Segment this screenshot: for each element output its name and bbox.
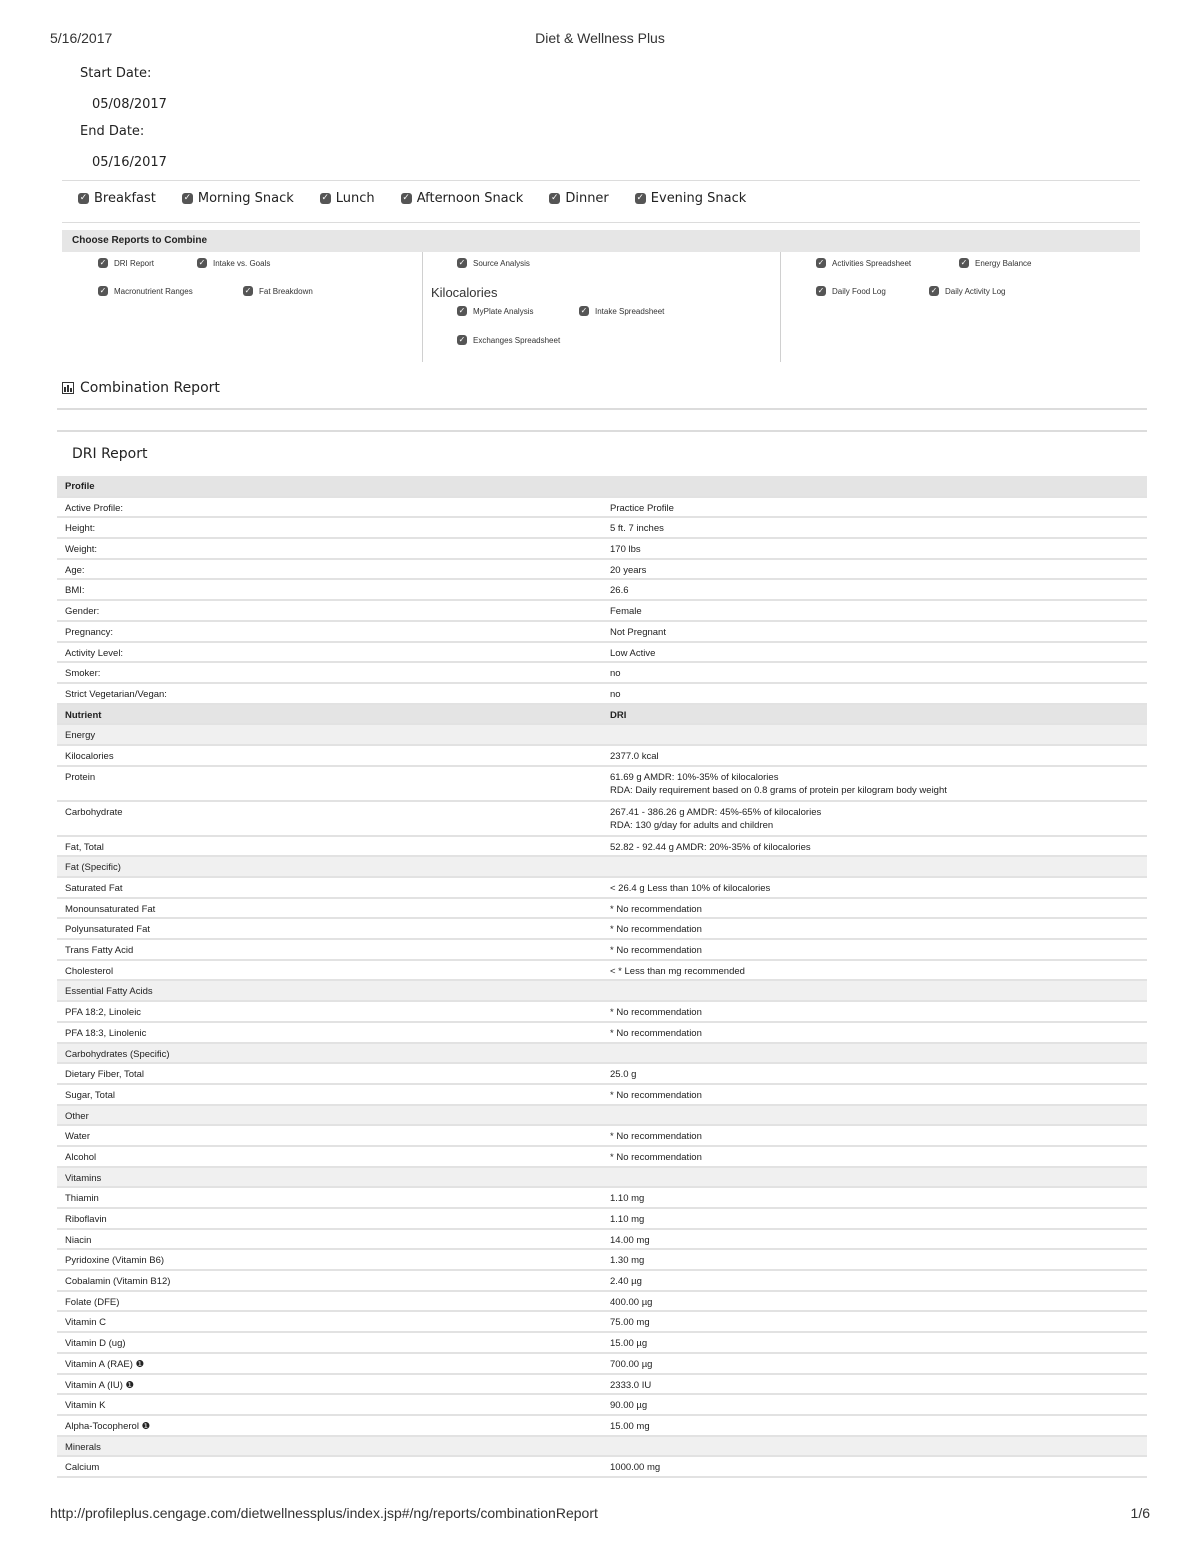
checkbox-checked-icon: ✓: [79, 192, 88, 203]
row-value: * No recommendation: [602, 1125, 1147, 1146]
bar-chart-icon: [62, 382, 74, 394]
checkbox-checked-icon: ✓: [99, 286, 107, 295]
row-value: 26.6: [602, 579, 1147, 600]
row-value: * No recommendation: [602, 1001, 1147, 1022]
table-row: [57, 1353, 1147, 1374]
table-row: [57, 642, 1147, 663]
table-row: [57, 579, 1147, 600]
checkbox-checked-icon: ✓: [321, 192, 330, 203]
row-value: DRI: [602, 704, 1147, 725]
report-option[interactable]: ✓ Intake Spreadsheet: [580, 306, 665, 316]
row-label: Vitamins: [57, 1167, 602, 1188]
table-row: [57, 476, 1147, 497]
meal-label: Breakfast: [94, 190, 156, 206]
row-label: PFA 18:3, Linolenic: [57, 1022, 602, 1043]
row-value: 20 years: [602, 559, 1147, 580]
row-label: Pyridoxine (Vitamin B6): [57, 1249, 602, 1270]
row-value: < * Less than mg recommended: [602, 960, 1147, 981]
print-date: 5/16/2017: [50, 30, 113, 46]
row-value: 5 ft. 7 inches: [602, 517, 1147, 538]
row-label: Protein: [57, 766, 602, 801]
table-row: [57, 766, 1147, 801]
table-row: [57, 1043, 1147, 1064]
row-label: Activity Level:: [57, 642, 602, 663]
row-value: Female: [602, 600, 1147, 621]
row-label: Vitamin C: [57, 1311, 602, 1332]
checkbox-checked-icon: ✓: [183, 192, 192, 203]
row-label: Kilocalories: [57, 745, 602, 766]
row-label: Energy: [57, 724, 602, 745]
table-row: [57, 662, 1147, 683]
row-value: [602, 1167, 1147, 1188]
table-row: [57, 939, 1147, 960]
table-row: [57, 980, 1147, 1001]
row-label: Fat (Specific): [57, 856, 602, 877]
row-label: Niacin: [57, 1229, 602, 1250]
row-value: 1.10 mg: [602, 1187, 1147, 1208]
table-row: [57, 1415, 1147, 1436]
start-date-field[interactable]: 05/08/2017: [92, 97, 167, 112]
row-value: * No recommendation: [602, 898, 1147, 919]
row-label: Carbohydrates (Specific): [57, 1043, 602, 1064]
table-row: [57, 1436, 1147, 1457]
divider: [57, 408, 1147, 410]
row-label: Calcium: [57, 1456, 602, 1477]
dri-table: [57, 476, 1147, 1478]
page-header: [50, 30, 1150, 50]
row-label: Smoker:: [57, 662, 602, 683]
table-row: [57, 1001, 1147, 1022]
checkbox-checked-icon: ✓: [960, 258, 968, 267]
table-row: [57, 1125, 1147, 1146]
row-label: Vitamin D (ug): [57, 1332, 602, 1353]
checkbox-checked-icon: ✓: [817, 286, 825, 295]
value-line: 267.41 - 386.26 g AMDR: 45%-65% of kilocalories: [610, 806, 822, 818]
report-option[interactable]: ✓ Daily Activity Log: [930, 286, 1006, 296]
table-row: [57, 600, 1147, 621]
choose-reports-heading: Choose Reports to Combine: [62, 230, 1140, 252]
row-value: [602, 1436, 1147, 1457]
row-label: Strict Vegetarian/Vegan:: [57, 683, 602, 704]
table-row: [57, 1208, 1147, 1229]
row-label: Vitamin A (RAE) ❶: [57, 1353, 602, 1374]
report-option[interactable]: ✓ Daily Food Log: [817, 286, 886, 296]
row-value: [602, 856, 1147, 877]
table-row: [57, 538, 1147, 559]
divider: [57, 430, 1147, 432]
row-label: Trans Fatty Acid: [57, 939, 602, 960]
row-value: Practice Profile: [602, 497, 1147, 518]
meal-label: Afternoon Snack: [416, 190, 524, 206]
row-value: 1.10 mg: [602, 1208, 1147, 1229]
checkbox-checked-icon: ✓: [458, 335, 466, 344]
row-label: Gender:: [57, 600, 602, 621]
table-row: [57, 621, 1147, 642]
table-row: [57, 704, 1147, 725]
report-option[interactable]: ✓ MyPlate Analysis: [458, 306, 534, 316]
meal-checkbox[interactable]: [78, 188, 156, 208]
row-label: Monounsaturated Fat: [57, 898, 602, 919]
meal-checkbox[interactable]: [401, 188, 524, 208]
checkbox-checked-icon: ✓: [198, 258, 206, 267]
row-label: Vitamin A (IU) ❶: [57, 1374, 602, 1395]
checkbox-checked-icon: ✓: [244, 286, 252, 295]
row-value: 1000.00 mg: [602, 1456, 1147, 1477]
report-option[interactable]: ✓ Intake vs. Goals: [198, 258, 271, 268]
row-value: 1.30 mg: [602, 1249, 1147, 1270]
table-row: [57, 1456, 1147, 1477]
table-row: [57, 724, 1147, 745]
report-option[interactable]: ✓ Energy Balance: [960, 258, 1032, 268]
row-label: PFA 18:2, Linoleic: [57, 1001, 602, 1022]
table-row: [57, 877, 1147, 898]
table-row: [57, 836, 1147, 857]
row-value: Not Pregnant: [602, 621, 1147, 642]
row-value: Low Active: [602, 642, 1147, 663]
table-row: [57, 517, 1147, 538]
value-line: RDA: 130 g/day for adults and children: [610, 819, 774, 831]
row-value: no: [602, 662, 1147, 683]
report-option[interactable]: ✓ Activities Spreadsheet: [817, 258, 912, 268]
value-line: 61.69 g AMDR: 10%-35% of kilocalories: [610, 771, 779, 783]
table-row: [57, 1394, 1147, 1415]
meal-label: Evening Snack: [650, 190, 747, 206]
row-label: Riboflavin: [57, 1208, 602, 1229]
table-row: [57, 1374, 1147, 1395]
checkbox-checked-icon: ✓: [551, 192, 559, 203]
row-label: Carbohydrate: [57, 801, 602, 836]
table-row: [57, 918, 1147, 939]
table-row: [57, 898, 1147, 919]
table-row: [57, 745, 1147, 766]
report-option[interactable]: ✓ Fat Breakdown: [244, 286, 313, 296]
checkbox-checked-icon: ✓: [817, 258, 825, 267]
row-label: Sugar, Total: [57, 1084, 602, 1105]
table-row: [57, 856, 1147, 877]
row-value: * No recommendation: [602, 1084, 1147, 1105]
row-label: Alcohol: [57, 1146, 602, 1167]
row-value: * No recommendation: [602, 918, 1147, 939]
meal-checkbox[interactable]: [320, 188, 375, 208]
row-label: Cholesterol: [57, 960, 602, 981]
row-value: * No recommendation: [602, 1022, 1147, 1043]
row-label: Essential Fatty Acids: [57, 980, 602, 1001]
kilocalories-label: Kilocalories: [431, 285, 498, 300]
checkbox-checked-icon: ✓: [99, 258, 107, 267]
report-option[interactable]: ✓ Macronutrient Ranges: [99, 286, 193, 296]
table-row: [57, 1022, 1147, 1043]
row-value: 25.0 g: [602, 1063, 1147, 1084]
page-footer: [50, 1505, 1150, 1525]
row-value: [602, 724, 1147, 745]
combination-report-title: Combination Report: [80, 380, 220, 396]
row-label: Polyunsaturated Fat: [57, 918, 602, 939]
row-label: Pregnancy:: [57, 621, 602, 642]
checkbox-checked-icon: ✓: [636, 192, 645, 203]
report-option[interactable]: ✓ Source Analysis: [458, 258, 530, 268]
row-label: Minerals: [57, 1436, 602, 1457]
meal-label: Morning Snack: [197, 190, 294, 206]
row-value: 170 lbs: [602, 538, 1147, 559]
row-label: Cobalamin (Vitamin B12): [57, 1270, 602, 1291]
table-row: [57, 497, 1147, 518]
start-date-label: Start Date:: [80, 66, 152, 81]
row-label: Dietary Fiber, Total: [57, 1063, 602, 1084]
row-value: 52.82 - 92.44 g AMDR: 20%-35% of kilocalories: [602, 836, 1147, 857]
row-label: BMI:: [57, 579, 602, 600]
row-label: Other: [57, 1105, 602, 1126]
table-row: [57, 1249, 1147, 1270]
row-value: 15.00 µg: [602, 1332, 1147, 1353]
report-option[interactable]: ✓ DRI Report: [99, 258, 155, 268]
row-value: [602, 1105, 1147, 1126]
meal-checkbox[interactable]: [549, 188, 608, 208]
value-line: RDA: Daily requirement based on 0.8 grams of protein per kilogram body weight: [610, 784, 947, 796]
table-row: [57, 559, 1147, 580]
page-number: 1/6: [1130, 1505, 1150, 1521]
reports-column-1: [62, 252, 422, 362]
table-row: [57, 1270, 1147, 1291]
page-url: http://profileplus.cengage.com/dietwellnessplus/index.jsp#/ng/reports/combinationReport: [50, 1505, 598, 1521]
row-value: 14.00 mg: [602, 1229, 1147, 1250]
meal-checkbox[interactable]: [182, 188, 294, 208]
page-title: Diet & Wellness Plus: [535, 30, 665, 46]
row-label: Vitamin K: [57, 1394, 602, 1415]
row-label: Nutrient: [57, 704, 602, 725]
dri-report-title: DRI Report: [72, 446, 148, 462]
combination-report-heading: [62, 380, 220, 396]
row-label: Height:: [57, 517, 602, 538]
checkbox-checked-icon: ✓: [458, 306, 466, 315]
row-value: [602, 980, 1147, 1001]
meal-label: Lunch: [335, 190, 375, 206]
reports-column-2: [422, 252, 781, 362]
row-value: 700.00 µg: [602, 1353, 1147, 1374]
row-label: Weight:: [57, 538, 602, 559]
row-value: 2377.0 kcal: [602, 745, 1147, 766]
row-label: Water: [57, 1125, 602, 1146]
row-value: 15.00 mg: [602, 1415, 1147, 1436]
row-value: [602, 766, 1147, 801]
row-value: [602, 476, 1147, 497]
row-label: Alpha-Tocopherol ❶: [57, 1415, 602, 1436]
row-value: < 26.4 g Less than 10% of kilocalories: [602, 877, 1147, 898]
row-value: 2.40 µg: [602, 1270, 1147, 1291]
table-row: [57, 1229, 1147, 1250]
row-value: [602, 1043, 1147, 1064]
reports-column-3: [780, 252, 1141, 362]
row-value: no: [602, 683, 1147, 704]
table-row: [57, 1187, 1147, 1208]
table-row: [57, 1311, 1147, 1332]
table-row: [57, 960, 1147, 981]
row-label: Fat, Total: [57, 836, 602, 857]
table-row: [57, 1291, 1147, 1312]
divider: [62, 222, 1140, 223]
table-row: [57, 1063, 1147, 1084]
report-option[interactable]: ✓ Exchanges Spreadsheet: [458, 335, 561, 345]
divider: [62, 180, 1140, 181]
checkbox-checked-icon: ✓: [580, 306, 588, 315]
table-row: [57, 801, 1147, 836]
row-label: Profile: [57, 476, 602, 497]
checkbox-checked-icon: ✓: [930, 286, 938, 295]
table-row: [57, 1167, 1147, 1188]
row-label: Saturated Fat: [57, 877, 602, 898]
row-value: 2333.0 IU: [602, 1374, 1147, 1395]
row-label: Active Profile:: [57, 497, 602, 518]
row-label: Thiamin: [57, 1187, 602, 1208]
table-row: [57, 1146, 1147, 1167]
end-date-field[interactable]: 05/16/2017: [92, 155, 167, 170]
row-value: 90.00 µg: [602, 1394, 1147, 1415]
table-row: [57, 1084, 1147, 1105]
row-value: 400.00 µg: [602, 1291, 1147, 1312]
end-date-label: End Date:: [80, 124, 145, 139]
row-value: * No recommendation: [602, 1146, 1147, 1167]
row-value: 75.00 mg: [602, 1311, 1147, 1332]
checkbox-checked-icon: ✓: [458, 258, 466, 267]
row-value: [602, 801, 1147, 836]
meal-filter: [78, 188, 746, 208]
row-value: * No recommendation: [602, 939, 1147, 960]
table-row: [57, 1105, 1147, 1126]
checkbox-checked-icon: ✓: [402, 192, 410, 203]
meal-checkbox[interactable]: [635, 188, 747, 208]
row-label: Age:: [57, 559, 602, 580]
table-row: [57, 1332, 1147, 1353]
table-row: [57, 683, 1147, 704]
meal-label: Dinner: [565, 190, 609, 206]
row-label: Folate (DFE): [57, 1291, 602, 1312]
